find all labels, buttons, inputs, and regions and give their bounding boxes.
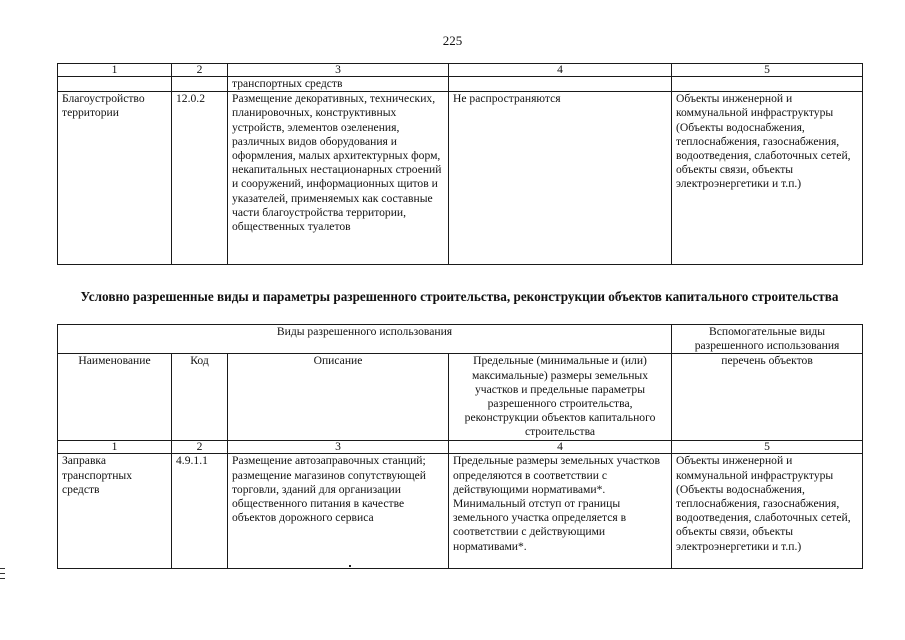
column-number-row	[58, 441, 863, 454]
params-paragraph-2: Минимальный отступ от границы земельного участка определяется в соответствии с действующими нормативами*.	[453, 497, 627, 553]
header-name: Наименование	[58, 354, 172, 441]
use-description-cell: Размещение декоративных, технических, планировочных, конструктивных устройств, элементов озеленения, различных видов оборудования и оформления, малых архитектурных форм, некапитальных нестационарных строений и сооружений, информационных щитов и указателей, применяемых как составные части благоустройства территории, общественных туалетов	[228, 92, 449, 265]
group-header-aux: Вспомогательные виды разрешенного использования	[672, 325, 863, 354]
col-number: 5	[672, 64, 863, 77]
header-params: Предельные (минимальные и (или) максимальные) размеры земельных участков и предельные параметры разрешенного строительства, реконструкции объектов капитального строительства	[449, 354, 672, 441]
use-params-cell	[449, 454, 672, 569]
column-header-row	[58, 354, 863, 441]
section-heading: Условно разрешенные виды и параметры разрешенного строительства, реконструкции объектов капитального строительства	[80, 289, 839, 304]
use-auxiliary-cell: Объекты инженерной и коммунальной инфраструктуры (Объекты водоснабжения, теплоснабжения, газоснабжения, водоотведения, слаботочных сетей, объекты связи, объекты электроэнергетики и т.п.)	[672, 454, 863, 569]
carry-over-description-cell: транспортных средств	[228, 77, 449, 92]
use-description-cell: Размещение автозаправочных станций; размещение магазинов сопутствующей торговли, зданий для организации общественного питания в качестве объектов дорожного сервиса	[228, 454, 449, 569]
use-name-cell: Заправка транспортных средств	[58, 454, 172, 569]
column-number-row	[58, 64, 863, 77]
scan-speck	[349, 565, 351, 567]
use-code-cell: 12.0.2	[172, 92, 228, 265]
page-number: 225	[442, 33, 463, 48]
carry-over-name-cell	[58, 77, 172, 92]
carry-over-code-cell	[172, 77, 228, 92]
use-code-cell: 4.9.1.1	[172, 454, 228, 569]
table-row	[58, 92, 863, 265]
col-number: 4	[449, 64, 672, 77]
col-number: 1	[58, 64, 172, 77]
header-aux-list: перечень объектов	[672, 354, 863, 441]
use-params-cell: Не распространяются	[449, 92, 672, 265]
col-number: 2	[172, 64, 228, 77]
use-auxiliary-cell: Объекты инженерной и коммунальной инфраструктуры (Объекты водоснабжения, теплоснабжения, газоснабжения, водоотведения, слаботочных сетей, объекты связи, объекты электроэнергетики и т.п.)	[672, 92, 863, 265]
params-paragraph-1: Предельные размеры земельных участков определяются в соответствии с действующими нормативами*.	[453, 454, 660, 496]
table-row	[58, 454, 863, 569]
col-number: 4	[449, 441, 672, 454]
permitted-use-table-continued	[57, 63, 863, 265]
group-header-main: Виды разрешенного использования	[58, 325, 672, 354]
carry-over-row	[58, 77, 863, 92]
col-number: 1	[58, 441, 172, 454]
carry-over-aux-cell	[672, 77, 863, 92]
use-name-cell: Благоустройство территории	[58, 92, 172, 265]
col-number: 5	[672, 441, 863, 454]
header-code: Код	[172, 354, 228, 441]
header-description: Описание	[228, 354, 449, 441]
margin-scan-marks	[0, 568, 5, 583]
conditional-use-table	[57, 324, 863, 569]
col-number: 2	[172, 441, 228, 454]
group-header-row	[58, 325, 863, 354]
carry-over-params-cell	[449, 77, 672, 92]
col-number: 3	[228, 64, 449, 77]
col-number: 3	[228, 441, 449, 454]
